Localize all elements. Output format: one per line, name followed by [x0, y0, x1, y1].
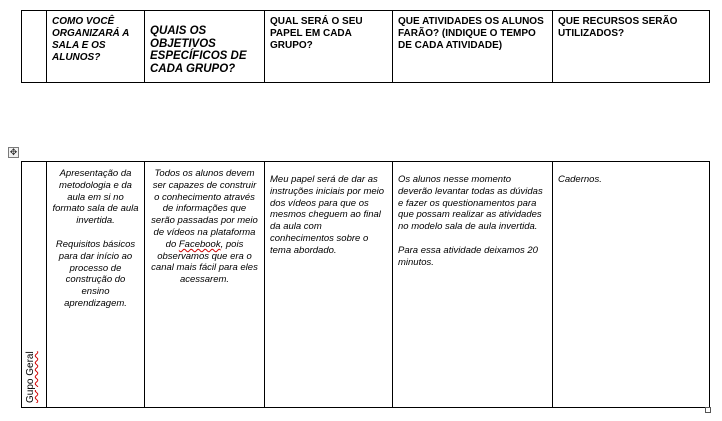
organizacao-paragraph-1: Apresentação da metodologia e da aula em si no formato sala de aula invertida. — [52, 168, 139, 227]
atividades-paragraph-2: Para essa atividade deixamos 20 minutos. — [398, 244, 538, 268]
group-label-cell[interactable] — [22, 162, 47, 408]
papel-text: Meu papel será de dar as instruções iniciais por meio dos vídeos para que os mesmos cheguem ao final da aula com conhecimentos sobre o tema abordado. — [270, 174, 385, 256]
group-label-text — [25, 351, 36, 403]
table-move-handle-icon[interactable]: ✥ — [9, 147, 18, 157]
header-row — [22, 11, 710, 83]
header-cell-atividades[interactable] — [393, 11, 553, 83]
group-label-wrap — [22, 162, 46, 407]
group-label-spell: Gupo Geral — [25, 351, 36, 403]
header-organizacao-text: COMO VOCÊ ORGANIZARÁ A SALA E OS ALUNOS? — [52, 16, 130, 63]
facebook-word: Facebook — [178, 238, 221, 250]
table-row — [22, 162, 710, 408]
header-atividades-text: QUE ATIVIDADES OS ALUNOS FARÃO? (INDIQUE O TEMPO DE CADA ATIVIDADE) — [398, 16, 544, 51]
recursos-cell[interactable] — [553, 162, 710, 408]
header-papel-text: QUAL SERÁ O SEU PAPEL EM CADA GRUPO? — [270, 16, 363, 51]
header-recursos-text: QUE RECURSOS SERÃO UTILIZADOS? — [558, 16, 678, 39]
header-table — [21, 10, 710, 83]
organizacao-cell[interactable] — [47, 162, 145, 408]
header-cell-recursos[interactable] — [553, 11, 710, 83]
objetivos-text-part-1: Todos os alunos devem ser capazes de construir o conhecimento através de informações que serão passadas por meio de vídeos na plataforma do — [151, 168, 258, 250]
objetivos-cell[interactable] — [145, 162, 265, 408]
header-objetivos-text: QUAIS OS OBJETIVOS ESPECÍFICOS DE CADA GRUPO? — [150, 25, 247, 75]
atividades-cell[interactable] — [393, 162, 553, 408]
header-empty-cell — [22, 11, 47, 83]
atividades-text — [393, 162, 552, 269]
organizacao-text — [47, 162, 144, 310]
header-cell-organizacao[interactable] — [47, 11, 145, 83]
organizacao-paragraph-2: Requisitos básicos para dar início ao processo de construção do ensino aprendizagem. — [55, 238, 136, 309]
header-cell-papel[interactable] — [265, 11, 393, 83]
plan-table — [21, 161, 710, 408]
atividades-paragraph-1: Os alunos nesse momento deverão levantar todas as dúvidas e fazer os questionamentos para que possam realizar as atividades no modelo sala de aula invertida. — [398, 174, 543, 233]
objetivos-text-part-2: , pois observamos que era o canal mais fácil para eles acessarem. — [151, 238, 258, 286]
header-cell-objetivos[interactable] — [145, 11, 265, 83]
objetivos-text — [145, 162, 264, 286]
recursos-text: Cadernos. — [558, 174, 602, 185]
table-resize-handle-icon[interactable] — [705, 407, 711, 413]
papel-cell[interactable] — [265, 162, 393, 408]
